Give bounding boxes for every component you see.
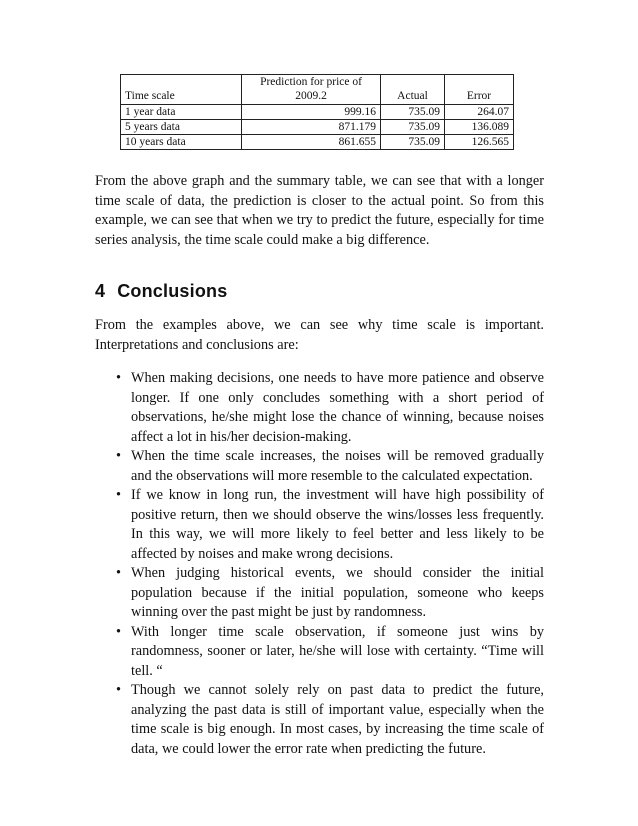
list-item (95, 486, 544, 564)
list-item-text: If we know in long run, the investment will have high possibility of positive return, then we should observe the wins/losses less frequently. In this way, we will more likely to feel better and less likely to be affected by noises and make wrong decisions. (131, 487, 544, 562)
conclusions-list (95, 369, 544, 759)
section-title: Conclusions (117, 281, 228, 301)
list-item (95, 369, 544, 447)
cell-time-scale: 10 years data (121, 135, 242, 150)
header-prediction: Prediction for price of 2009.2 (242, 75, 381, 105)
cell-time-scale: 1 year data (121, 105, 242, 120)
bullet-icon: • (116, 682, 122, 698)
list-item-text: With longer time scale observation, if someone just wins by randomness, sooner or later, he/she will lose with certainty. “Time will tell. “ (131, 623, 544, 679)
list-item-text: When judging historical events, we should consider the initial population because if the initial population, someone who keeps winning over the past might be just by randomness. (131, 565, 544, 620)
list-item-text: When making decisions, one needs to have more patience and observe longer. If one only concludes something with a short period of observations, he/she might lose the chance of winning, because noises affect a lot in his/her decision-making. (131, 370, 544, 445)
table-row (121, 105, 514, 120)
list-item (95, 681, 544, 759)
bullet-icon: • (116, 370, 122, 386)
cell-time-scale: 5 years data (121, 120, 242, 135)
intro-paragraph: From the examples above, we can see why time scale is important. Interpretations and conclusions are: (95, 317, 544, 353)
cell-actual: 735.09 (381, 105, 445, 120)
header-error: Error (445, 75, 514, 105)
table-row (121, 135, 514, 150)
list-item-text: Though we cannot solely rely on past data to predict the future, analyzing the past data is still of important value, especially when the time scale is big enough. In most cases, by increasing the time scale of data, we could lower the error rate when predicting the future. (131, 682, 544, 757)
cell-prediction: 861.655 (242, 135, 381, 150)
table-row (121, 120, 514, 135)
summary-paragraph: From the above graph and the summary table, we can see that with a longer time scale of data, the prediction is closer to the actual point. So from this example, we can see that when we try to predict the future, especially for time series analysis, the time scale could make a big difference. (95, 173, 544, 248)
header-time-scale: Time scale (121, 75, 242, 105)
list-item-text: When the time scale increases, the noises will be removed gradually and the observations will more resemble to the calculated expectation. (131, 448, 544, 484)
cell-prediction: 871.179 (242, 120, 381, 135)
bullet-icon: • (116, 623, 122, 640)
cell-actual: 735.09 (381, 120, 445, 135)
bullet-icon: • (116, 565, 122, 581)
list-item (95, 564, 544, 623)
header-actual: Actual (381, 75, 445, 105)
table-header-row (121, 75, 514, 105)
bullet-icon: • (116, 448, 122, 464)
summary-table (120, 74, 514, 150)
list-item (95, 623, 544, 682)
section-number: 4 (95, 281, 106, 301)
cell-error: 136.089 (445, 120, 514, 135)
cell-error: 126.565 (445, 135, 514, 150)
list-item (95, 447, 544, 486)
section-heading (95, 281, 227, 302)
cell-prediction: 999.16 (242, 105, 381, 120)
bullet-icon: • (116, 487, 122, 503)
cell-error: 264.07 (445, 105, 514, 120)
cell-actual: 735.09 (381, 135, 445, 150)
